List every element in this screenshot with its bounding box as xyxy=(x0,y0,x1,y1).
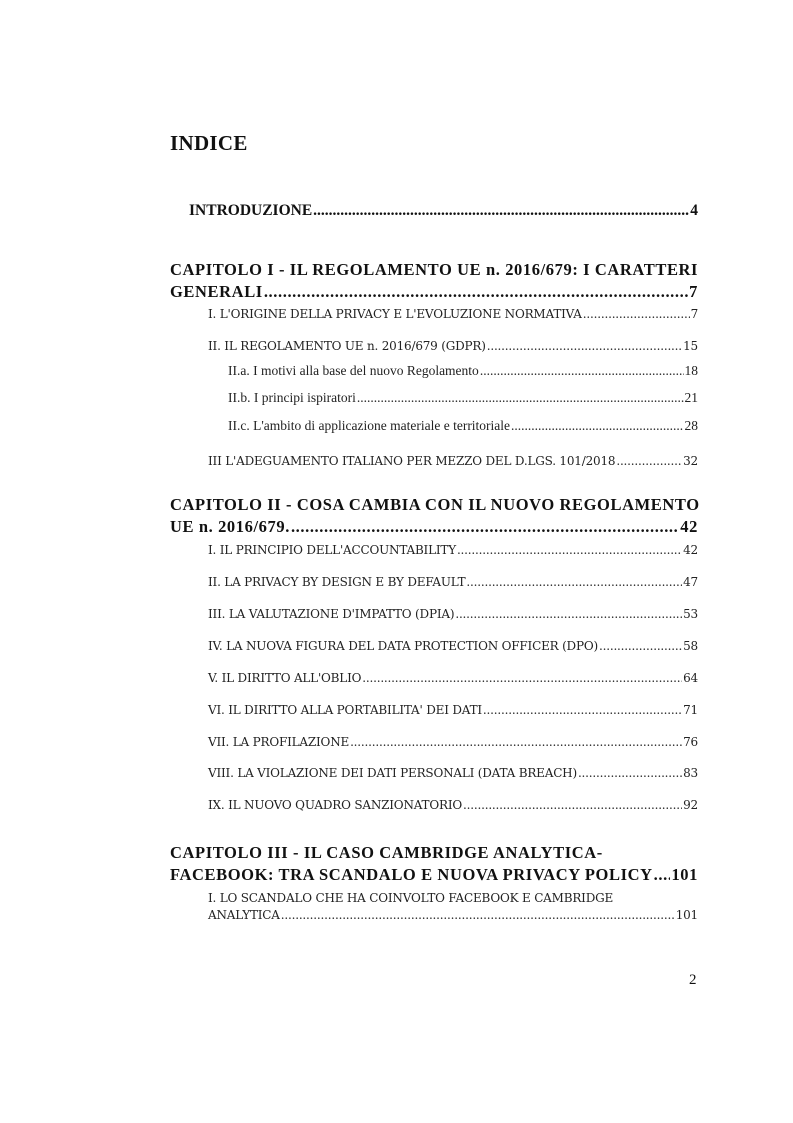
toc-entry-page: 92 xyxy=(683,798,698,812)
page-number: 2 xyxy=(689,972,697,988)
dot-leader xyxy=(466,575,682,589)
toc-entry-page: 101 xyxy=(675,908,698,922)
toc-entry-label: I. IL PRINCIPIO DELL'ACCOUNTABILITY xyxy=(208,543,456,557)
dot-leader xyxy=(583,307,690,321)
toc-entry-page: 18 xyxy=(684,363,698,378)
dot-leader xyxy=(350,735,682,749)
toc-entry-label: I. L'ORIGINE DELLA PRIVACY E L'EVOLUZIONE NORMATIVA xyxy=(208,307,582,321)
toc-entry-label: FACEBOOK: TRA SCANDALO E NUOVA PRIVACY POLICY xyxy=(170,865,653,884)
toc-entry-label: III L'ADEGUAMENTO ITALIANO PER MEZZO DEL D.LGS. 101/2018 xyxy=(208,454,616,468)
toc-entry-page: 71 xyxy=(683,703,698,717)
toc-entry-page: 83 xyxy=(683,766,698,780)
toc-entry-label: III. LA VALUTAZIONE D'IMPATTO (DPIA) xyxy=(208,607,455,621)
dot-leader xyxy=(463,798,682,812)
chapter-title-line: CAPITOLO II - COSA CAMBIA CON IL NUOVO REGOLAMENTO xyxy=(170,495,700,514)
toc-entry-label: IV. LA NUOVA FIGURA DEL DATA PROTECTION OFFICER (DPO) xyxy=(208,639,598,653)
toc-entry-introduzione xyxy=(189,202,698,220)
toc-section xyxy=(208,639,698,653)
toc-entry-page: 7 xyxy=(689,282,698,301)
toc-entry-label: GENERALI xyxy=(170,282,263,301)
toc-section xyxy=(208,766,698,780)
toc-entry-page: 28 xyxy=(684,418,698,433)
toc-chapter-2 xyxy=(170,494,698,538)
toc-section xyxy=(208,703,698,717)
toc-entry-page: 47 xyxy=(683,575,698,589)
toc-entry-label: II.b. I principi ispiratori xyxy=(228,390,356,405)
toc-section xyxy=(208,454,698,468)
toc-entry-page: 53 xyxy=(683,607,698,621)
toc-section xyxy=(208,735,698,749)
dot-leader xyxy=(313,202,689,220)
toc-entry-label: II. IL REGOLAMENTO UE n. 2016/679 (GDPR) xyxy=(208,339,486,353)
toc-entry-label: II.c. L'ambito di applicazione materiale e territoriale xyxy=(228,418,511,433)
toc-section xyxy=(208,307,698,321)
toc-section-multiline xyxy=(208,890,698,924)
toc-entry-label: UE n. 2016/679. xyxy=(170,517,290,536)
toc-entry-label: II.a. I motivi alla base del nuovo Regolamento xyxy=(228,363,479,378)
dot-leader xyxy=(599,639,682,653)
toc-section xyxy=(208,607,698,621)
chapter-title-line: CAPITOLO I - IL REGOLAMENTO UE n. 2016/679: I CARATTERI xyxy=(170,260,699,279)
dot-leader xyxy=(357,390,684,406)
toc-section xyxy=(208,798,698,812)
toc-entry-page: 42 xyxy=(680,517,698,536)
toc-entry-page: 76 xyxy=(683,735,698,749)
toc-entry-page: 4 xyxy=(690,202,698,219)
dot-leader xyxy=(480,363,684,379)
toc-entry-page: 64 xyxy=(683,671,698,685)
toc-entry-label: VI. IL DIRITTO ALLA PORTABILITA' DEI DATI xyxy=(208,703,482,717)
toc-section xyxy=(208,339,698,353)
toc-entry-label: ANALYTICA xyxy=(208,908,280,922)
dot-leader xyxy=(264,281,688,303)
toc-subsection xyxy=(228,418,698,434)
toc-subsection xyxy=(228,363,698,379)
dot-leader xyxy=(654,864,671,886)
dot-leader xyxy=(281,907,675,924)
toc-entry-label: INTRODUZIONE xyxy=(189,202,313,219)
toc-entry-label: IX. IL NUOVO QUADRO SANZIONATORIO xyxy=(208,798,463,812)
toc-subsection xyxy=(228,390,698,406)
dot-leader xyxy=(483,703,682,717)
toc-entry-page: 32 xyxy=(683,454,698,468)
dot-leader xyxy=(455,607,682,621)
toc-section xyxy=(208,575,698,589)
dot-leader xyxy=(616,454,682,468)
toc-entry-label: VIII. LA VIOLAZIONE DEI DATI PERSONALI (DATA BREACH) xyxy=(208,766,577,780)
toc-entry-label: II. LA PRIVACY BY DESIGN E BY DEFAULT xyxy=(208,575,466,589)
chapter-title-line-last xyxy=(170,516,698,538)
toc-entry-page: 101 xyxy=(671,865,698,884)
toc-entry-page: 42 xyxy=(683,543,698,557)
toc-entry-last-line xyxy=(208,907,698,924)
toc-entry-page: 58 xyxy=(683,639,698,653)
toc-entry-page: 7 xyxy=(690,307,698,321)
toc-entry-label: VII. LA PROFILAZIONE xyxy=(208,735,350,749)
toc-entry-label: V. IL DIRITTO ALL'OBLIO xyxy=(208,671,362,685)
chapter-title-line: CAPITOLO III - IL CASO CAMBRIDGE ANALYTICA- xyxy=(170,843,603,862)
chapter-title-line-last xyxy=(170,864,698,886)
dot-leader xyxy=(362,671,682,685)
toc-chapter-3 xyxy=(170,842,698,886)
toc-entry-page: 15 xyxy=(683,339,698,353)
toc-chapter-1 xyxy=(170,259,698,303)
dot-leader xyxy=(578,766,682,780)
toc-section xyxy=(208,543,698,557)
chapter-title-line-last xyxy=(170,281,698,303)
page-title: INDICE xyxy=(170,131,248,155)
toc-section xyxy=(208,671,698,685)
toc-entry-label: I. LO SCANDALO CHE HA COINVOLTO FACEBOOK E CAMBRIDGE xyxy=(208,891,614,905)
dot-leader xyxy=(511,418,683,434)
toc-entry-page: 21 xyxy=(684,390,698,405)
dot-leader xyxy=(487,339,682,353)
dot-leader xyxy=(457,543,682,557)
dot-leader xyxy=(291,516,679,538)
